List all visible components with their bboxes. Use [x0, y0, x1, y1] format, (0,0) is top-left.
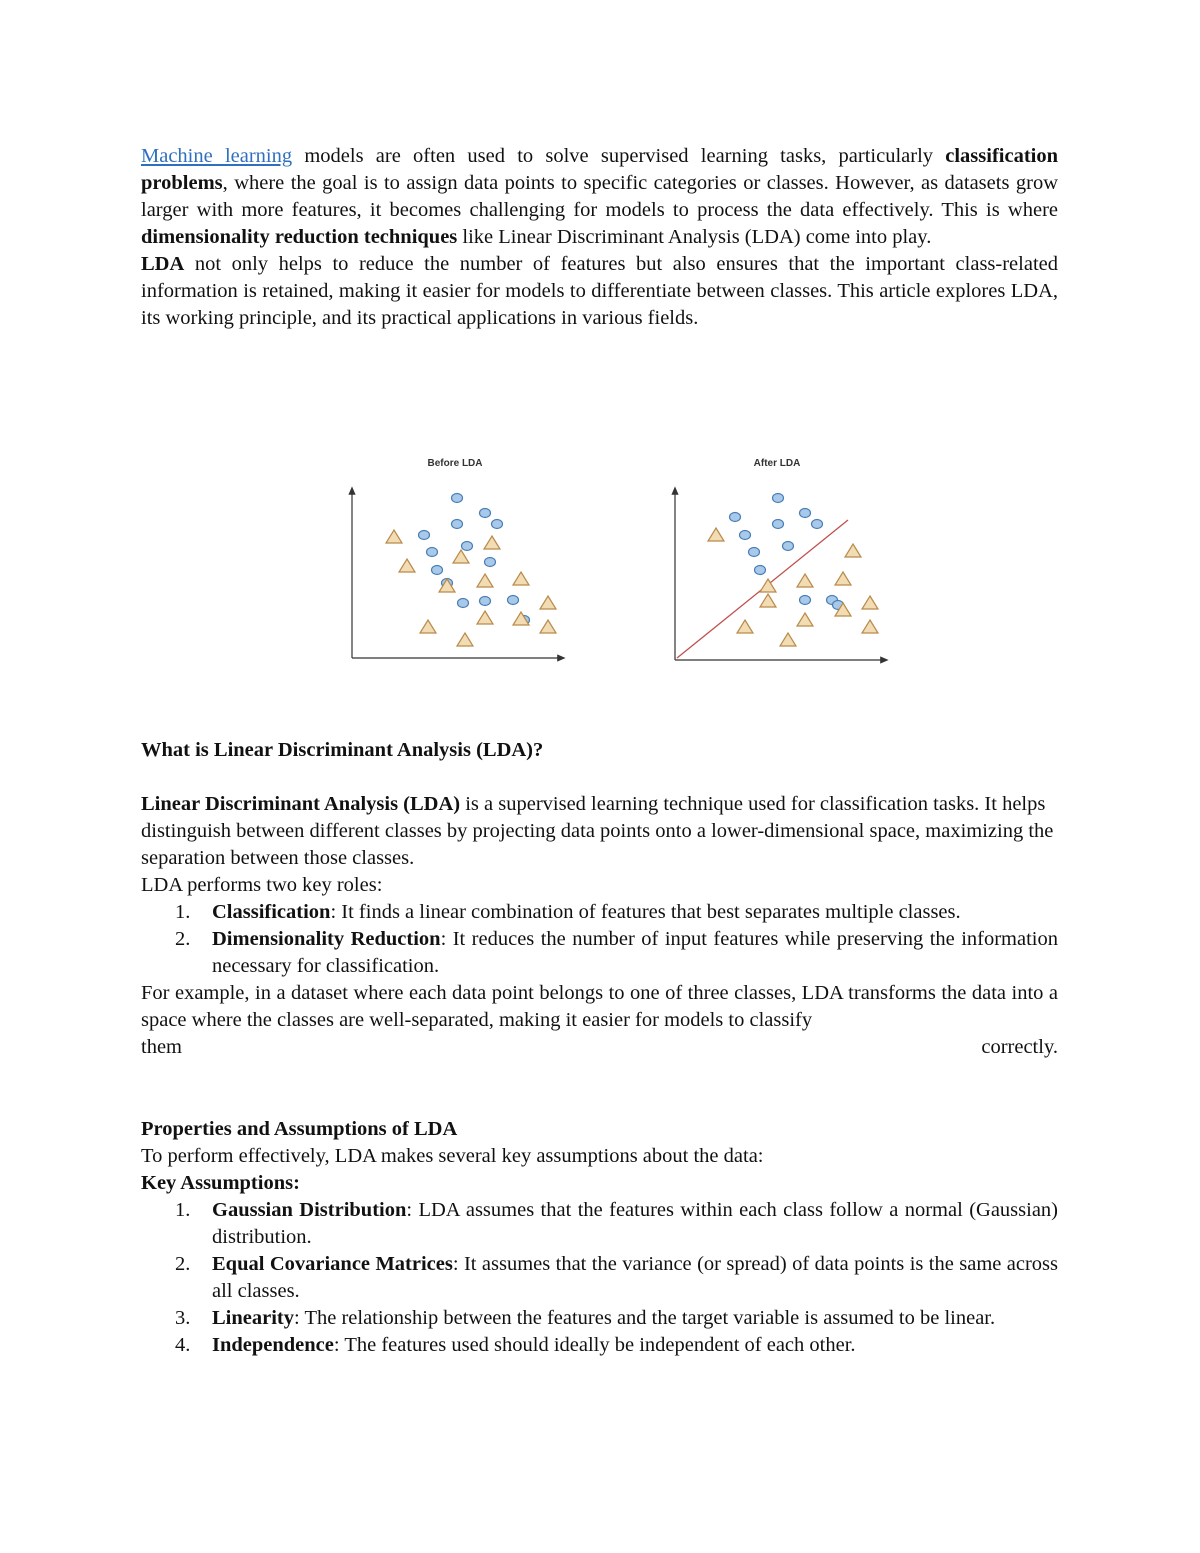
- triangle-point: [797, 613, 813, 626]
- triangle-point: [386, 530, 402, 543]
- circle-point: [800, 509, 811, 518]
- machine-learning-link[interactable]: Machine learning: [141, 145, 293, 167]
- circle-point: [773, 520, 784, 529]
- triangle-point: [477, 574, 493, 587]
- triangle-point: [780, 633, 796, 646]
- triangle-point: [484, 536, 500, 549]
- circle-point: [458, 599, 469, 608]
- circle-point: [419, 531, 430, 540]
- triangle-point: [453, 550, 469, 563]
- circle-point: [452, 520, 463, 529]
- list-item: 2. Dimensionality Reduction: It reduces the number of input features while preserving the information necessary for classification.: [175, 928, 1058, 977]
- lda-roles-intro: LDA performs two key roles:: [141, 874, 383, 896]
- triangle-point: [845, 544, 861, 557]
- triangle-point: [862, 620, 878, 633]
- bold-dimensionality-reduction: dimensionality reduction techniques: [141, 226, 458, 248]
- what-is-lda-heading: What is Linear Discriminant Analysis (LDA)?: [141, 739, 544, 761]
- lda-comparison-figure: [340, 445, 900, 700]
- circle-point: [492, 520, 503, 529]
- triangle-point: [797, 574, 813, 587]
- list-item: 4. Independence: The features used should ideally be independent of each other.: [175, 1334, 856, 1356]
- triangle-point: [540, 620, 556, 633]
- circle-point: [783, 542, 794, 551]
- intro-paragraph-1: Machine learning models are often used to solve supervised learning tasks, particularly classification problems, where the goal is to assign data points to specific categories or classes. However, as datasets grow larger with more features, it becomes challenging for models to process the data effectively. This is where dimensionality reduction techniques like Linear Discriminant Analysis (LDA) come into play.: [141, 145, 1059, 248]
- before-lda-plot: [352, 458, 562, 658]
- properties-intro: To perform effectively, LDA makes several key assumptions about the data:: [141, 1145, 764, 1167]
- circle-point: [755, 566, 766, 575]
- bold-classification-problems: classification problems: [141, 145, 1059, 194]
- triangle-point: [477, 611, 493, 624]
- before-lda-title: Before LDA: [427, 458, 483, 469]
- assumptions-list: [141, 1197, 1058, 1359]
- list-item: 2. Equal Covariance Matrices: It assumes that the variance (or spread) of data points is the same across all classes.: [175, 1253, 1058, 1302]
- triangle-point: [420, 620, 436, 633]
- circle-point: [749, 548, 760, 557]
- what-is-lda-section: [141, 737, 1058, 1061]
- list-item: 3. Linearity: The relationship between the features and the target variable is assumed to be linear.: [175, 1307, 996, 1329]
- circle-point: [800, 596, 811, 605]
- triangle-point: [457, 633, 473, 646]
- intro-paragraph-2: LDA not only helps to reduce the number of features but also ensures that the important class-related information is retained, making it easier for models to differentiate between classes. This article explores LDA, its working principle, and its practical applications in various fields.: [141, 253, 1058, 329]
- list-item: 1. Gaussian Distribution: LDA assumes that the features within each class follow a normal (Gaussian) distribution.: [175, 1199, 1058, 1248]
- after-lda-title: After LDA: [753, 458, 801, 469]
- lda-example-paragraph: For example, in a dataset where each data point belongs to one of three classes, LDA transforms the data into a space where the classes are well-separated, making it easier for models to classify: [141, 982, 1058, 1031]
- triangle-point: [399, 559, 415, 572]
- triangle-point: [835, 572, 851, 585]
- triangle-point: [737, 620, 753, 633]
- triangle-point: [708, 528, 724, 541]
- triangle-point: [513, 572, 529, 585]
- circle-point: [508, 596, 519, 605]
- circle-point: [812, 520, 823, 529]
- properties-section: [141, 1116, 1058, 1359]
- circle-point: [432, 566, 443, 575]
- list-item: 1. Classification: It finds a linear combination of features that best separates multiple classes.: [175, 901, 961, 923]
- circle-point: [462, 542, 473, 551]
- circle-point: [485, 558, 496, 567]
- triangle-point: [540, 596, 556, 609]
- triangle-point: [760, 594, 776, 607]
- properties-heading: Properties and Assumptions of LDA: [141, 1118, 458, 1140]
- intro-section: [141, 143, 1058, 332]
- circle-point: [740, 531, 751, 540]
- key-assumptions-heading: Key Assumptions:: [141, 1172, 300, 1194]
- triangle-point: [862, 596, 878, 609]
- circle-point: [480, 597, 491, 606]
- circle-point: [427, 548, 438, 557]
- triangle-point: [760, 579, 776, 592]
- circle-point: [730, 513, 741, 522]
- lda-example-last-line: them correctly.: [141, 1036, 1058, 1058]
- lda-definition: Linear Discriminant Analysis (LDA) is a supervised learning technique used for classification tasks. It helps distinguish between different classes by projecting data points onto a lower-dimensional space, maximizing the separation between those classes.: [141, 793, 1054, 869]
- after-lda-plot: [675, 458, 885, 660]
- lda-roles-list: [141, 899, 1058, 980]
- circle-point: [452, 494, 463, 503]
- circle-point: [480, 509, 491, 518]
- circle-point: [773, 494, 784, 503]
